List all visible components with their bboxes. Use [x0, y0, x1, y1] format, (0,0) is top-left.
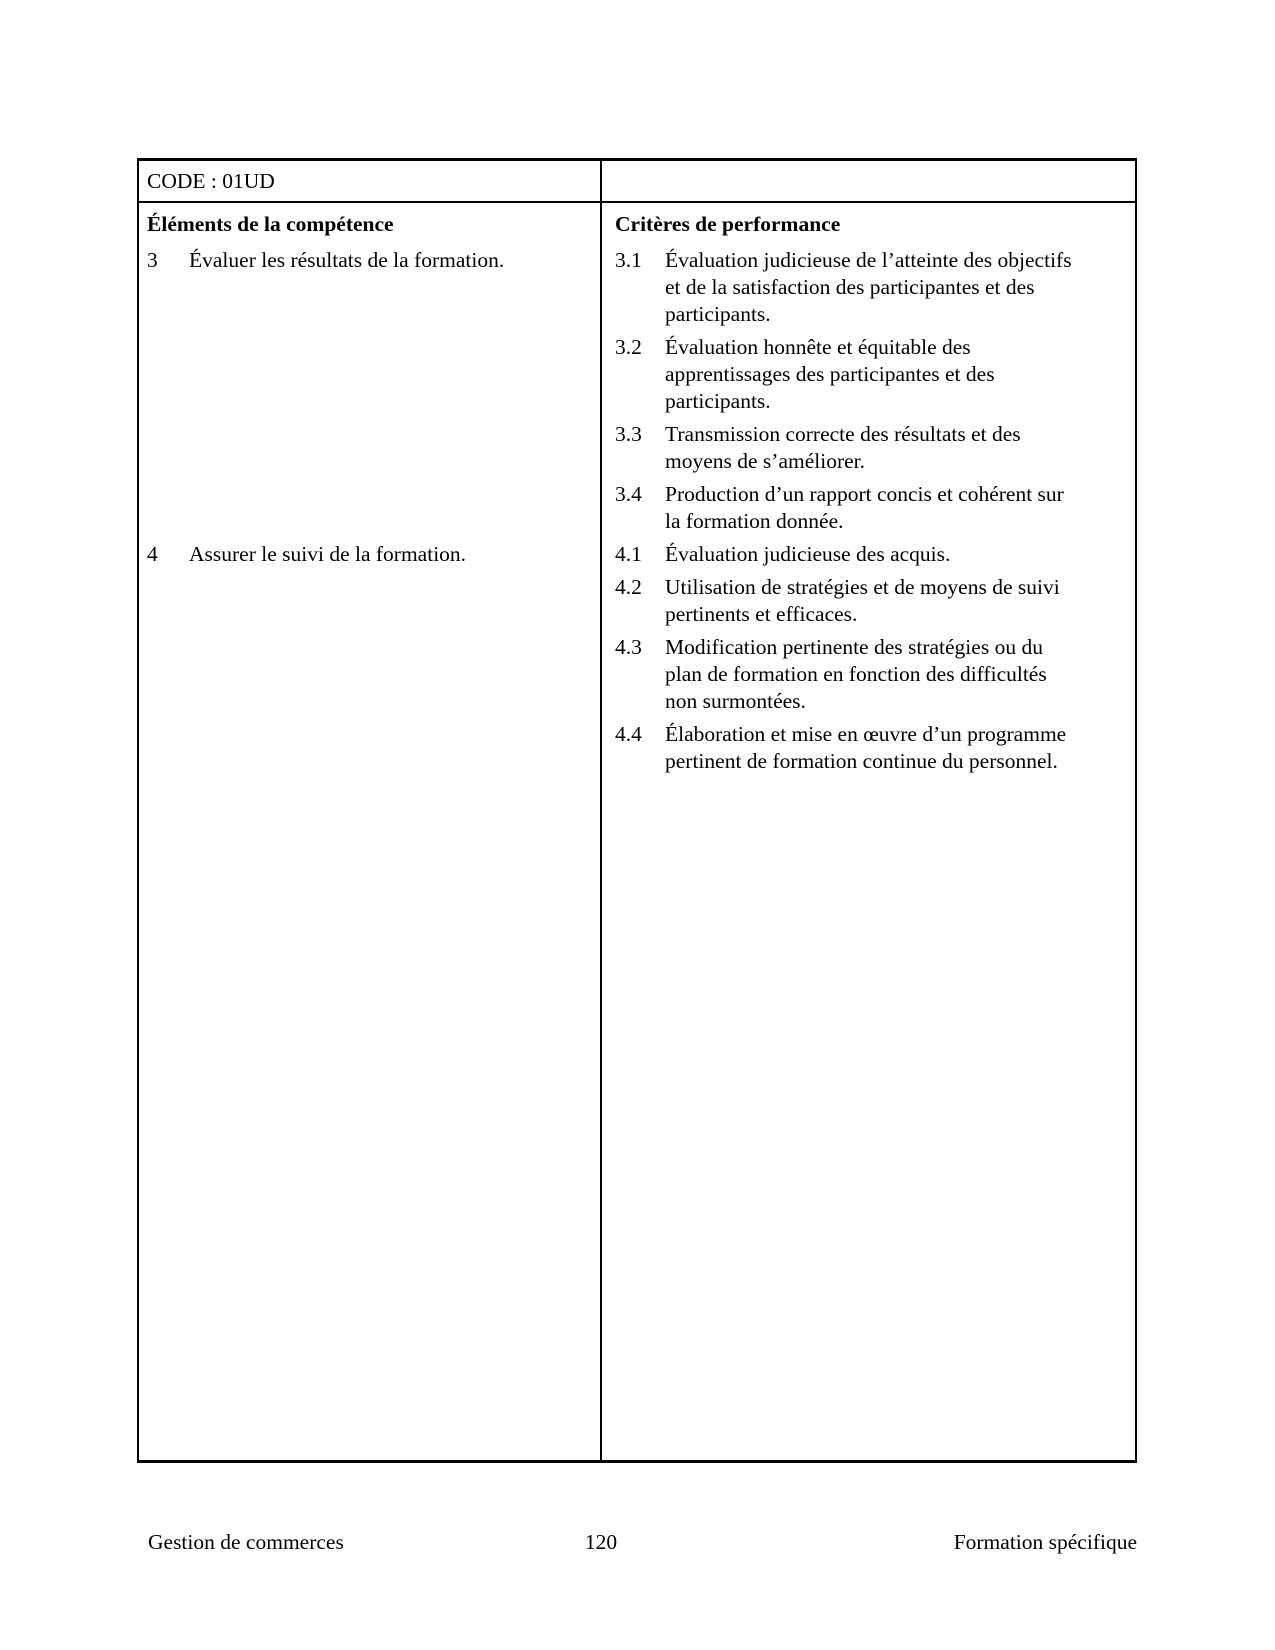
item-number: 4.2	[615, 575, 642, 599]
item-number: 3	[147, 248, 158, 272]
table-header-row	[139, 203, 1135, 247]
item-text: Évaluation judicieuse des acquis.	[665, 542, 951, 566]
criterion-item	[615, 721, 1131, 775]
criteria-cell	[600, 247, 1135, 541]
table-row-element-3	[139, 247, 1135, 541]
item-number: 4.4	[615, 722, 642, 746]
column-header-elements: Éléments de la compétence	[147, 212, 394, 236]
criterion-item	[615, 634, 1131, 715]
item-text: Production d’un rapport concis et cohérent sur la formation donnée.	[665, 482, 1064, 533]
competency-table	[137, 158, 1137, 1463]
criterion-item	[615, 247, 1131, 328]
code-label: CODE : 01UD	[147, 169, 275, 193]
item-text: Utilisation de stratégies et de moyens de suivi pertinents et efficaces.	[665, 575, 1060, 626]
item-number: 3.3	[615, 422, 642, 446]
element-item	[147, 247, 586, 274]
item-text: Évaluation judicieuse de l’atteinte des objectifs et de la satisfaction des participantes et des participants.	[665, 248, 1072, 326]
item-number: 3.2	[615, 335, 642, 359]
table-row-element-4	[139, 541, 1135, 781]
item-number: 3.4	[615, 482, 642, 506]
criterion-item	[615, 481, 1131, 535]
footer-program-name: Gestion de commerces	[148, 1530, 344, 1554]
criterion-item	[615, 541, 1131, 568]
header-cell-criteria	[600, 203, 1135, 247]
code-row	[139, 161, 1135, 203]
column-divider	[600, 161, 602, 1460]
criteria-cell	[600, 541, 1135, 781]
element-cell	[139, 247, 600, 541]
page-footer	[0, 1529, 1275, 1556]
item-text: Transmission correcte des résultats et des moyens de s’améliorer.	[665, 422, 1021, 473]
item-text: Évaluer les résultats de la formation.	[189, 248, 505, 272]
element-item	[147, 541, 586, 568]
item-text: Modification pertinente des stratégies ou du plan de formation en fonction des difficultés non surmontées.	[665, 635, 1047, 713]
item-number: 4.1	[615, 542, 642, 566]
element-cell	[139, 541, 600, 781]
item-text: Élaboration et mise en œuvre d’un programme pertinent de formation continue du personnel.	[665, 722, 1067, 773]
criterion-item	[615, 334, 1131, 415]
criterion-item	[615, 574, 1131, 628]
header-cell-elements	[139, 203, 600, 247]
criterion-item	[615, 421, 1131, 475]
item-number: 4	[147, 542, 158, 566]
item-text: Assurer le suivi de la formation.	[189, 542, 467, 566]
column-header-criteria: Critères de performance	[615, 212, 841, 236]
item-number: 4.3	[615, 635, 642, 659]
footer-section-name: Formation spécifique	[953, 1530, 1137, 1554]
item-text: Évaluation honnête et équitable des apprentissages des participantes et des participants.	[665, 335, 995, 413]
footer-page-number: 120	[584, 1530, 618, 1554]
item-number: 3.1	[615, 248, 642, 272]
